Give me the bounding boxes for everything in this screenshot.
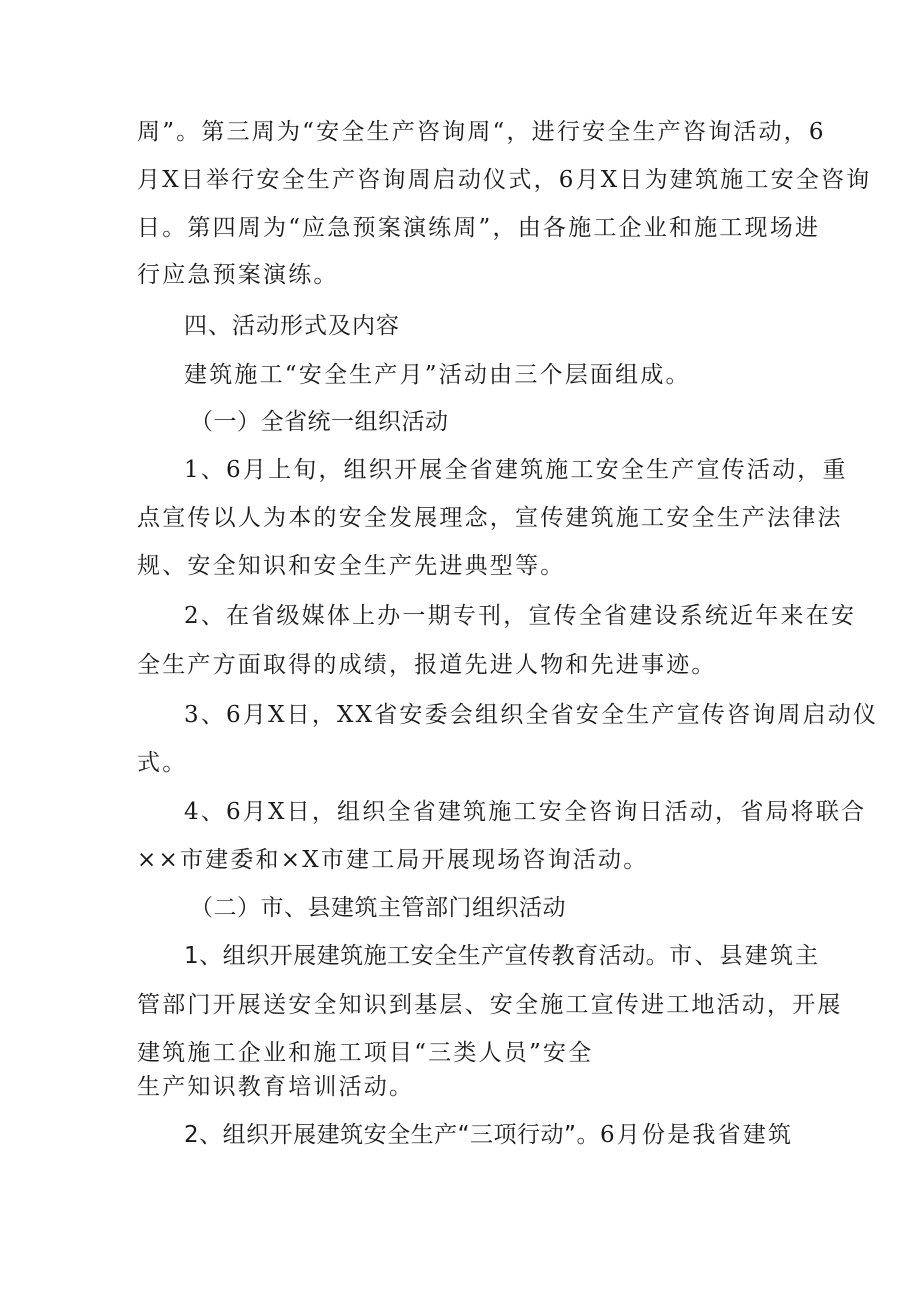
paragraph-line [184,941,820,971]
body-text: 6月份是我省建筑 [599,1122,794,1148]
sub-heading: （一）全省统一组织活动 [190,409,449,435]
sub-heading: （二）市、县建筑主管部门组织活动 [190,895,566,921]
paragraph-line [184,1120,793,1150]
bold-lead-text: 1、组织开展建筑施工安全生产宣传教育活动。 [184,943,670,969]
paragraph-line: 管部门开展送安全知识到基层、安全施工宣传进工地活动，开展 [137,992,843,1018]
paragraph-line: 全生产方面取得的成绩，报道先进人物和先进事迹。 [137,652,717,678]
paragraph-line: 规、安全知识和安全生产先进典型等。 [137,553,566,579]
paragraph-line: ××市建委和×X市建工局开展现场咨询活动。 [137,847,649,873]
section-heading: 四、活动形式及内容 [184,313,400,339]
paragraph-line: 建筑施工企业和施工项目“三类人员”安全 [137,1040,594,1066]
paragraph-line: 点宣传以人为本的安全发展理念，宣传建筑施工安全生产法律法 [137,505,843,531]
paragraph-line: 式。 [137,750,188,776]
paragraph-line: 4、6月X日，组织全省建筑施工安全咨询日活动，省局将联合 [184,799,867,825]
paragraph-line: 月X日举行安全生产咨询周启动仪式，6月X日为建筑施工安全咨询 [137,167,872,193]
bold-lead-text: 2、组织开展建筑安全生产“三项行动”。 [184,1122,600,1148]
body-text: 市、县建筑主 [669,943,821,969]
paragraph-line: 2、在省级媒体上办一期专刊，宣传全省建设系统近年来在安 [184,603,857,629]
paragraph-line: 周”。第三周为“安全生产咨询周“，进行安全生产咨询活动，6 [137,119,826,145]
paragraph-line: 1、6月上旬，组织开展全省建筑施工安全生产宣传活动，重 [184,457,848,483]
paragraph-line: 生产知识教育培训活动。 [137,1074,415,1100]
paragraph-line: 行应急预案演练。 [137,262,339,288]
paragraph-line: 建筑施工“安全生产月”活动由三个层面组成。 [184,362,691,388]
paragraph-line: 日。第四周为“应急预案演练周”，由各施工企业和施工现场进 [137,215,821,241]
paragraph-line: 3、6月X日，XX省安委会组织全省安全生产宣传咨询周启动仪 [184,702,879,728]
